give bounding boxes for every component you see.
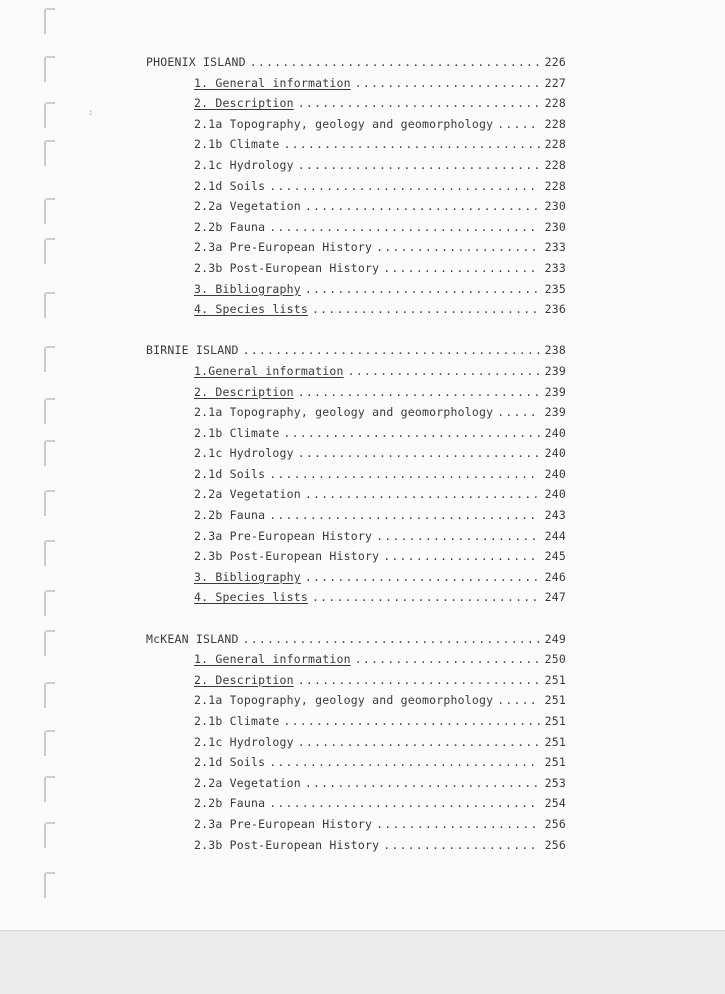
entry-label: 3. Bibliography [194, 281, 301, 296]
page-number: 247 [544, 590, 566, 605]
binder-hole-mark [44, 730, 55, 756]
binder-hole-mark [44, 540, 55, 566]
page-number: 244 [544, 528, 566, 543]
toc-entry [146, 752, 566, 773]
toc-entry [146, 73, 566, 94]
entry-label: 2.3b Post-European History [194, 549, 380, 564]
page-number: 233 [544, 260, 566, 275]
binder-hole-mark [44, 872, 55, 898]
page-number: 233 [544, 240, 566, 255]
dot-leader [305, 196, 540, 217]
binder-hole-mark [44, 682, 55, 708]
toc-entry [146, 814, 566, 835]
toc-entry [146, 567, 566, 588]
binder-hole-mark [44, 56, 55, 82]
toc-section-heading [146, 629, 566, 650]
binder-hole-mark [44, 630, 55, 656]
entry-label: 4. Species lists [194, 302, 308, 317]
entry-label: 2. Description [194, 672, 294, 687]
dot-leader [269, 752, 540, 773]
dot-leader [269, 217, 540, 238]
entry-label: 2.3a Pre-European History [194, 240, 373, 255]
section-title: McKEAN ISLAND [146, 631, 239, 646]
dot-leader [497, 402, 540, 423]
entry-label: 2.1d Soils [194, 466, 266, 481]
dot-leader [348, 361, 540, 382]
entry-label: 1. General information [194, 652, 351, 667]
dot-leader [250, 52, 540, 73]
entry-label: 2.1c Hydrology [194, 734, 294, 749]
toc-section-heading [146, 340, 566, 361]
binder-hole-mark [44, 398, 55, 424]
toc-entry [146, 793, 566, 814]
entry-label: 2.3a Pre-European History [194, 528, 373, 543]
page-number: 249 [544, 631, 566, 646]
toc-entry [146, 464, 566, 485]
entry-label: 2.3a Pre-European History [194, 816, 373, 831]
toc-entry [146, 258, 566, 279]
binder-hole-mark [44, 590, 55, 616]
dot-leader [283, 423, 540, 444]
page-number: 230 [544, 199, 566, 214]
binder-hole-mark [44, 776, 55, 802]
page-number: 228 [544, 96, 566, 111]
page-number: 251 [544, 755, 566, 770]
toc-entry [146, 134, 566, 155]
entry-label: 2.1d Soils [194, 755, 266, 770]
page-number: 228 [544, 137, 566, 152]
entry-label: 2.1a Topography, geology and geomorphology [194, 693, 494, 708]
table-of-contents [146, 52, 566, 855]
toc-entry [146, 93, 566, 114]
toc-entry [146, 279, 566, 300]
entry-label: 2.1a Topography, geology and geomorphology [194, 405, 494, 420]
binder-hole-mark [44, 8, 55, 34]
binder-hole-mark [44, 440, 55, 466]
dot-leader [305, 773, 540, 794]
dot-leader [497, 690, 540, 711]
page-number: 240 [544, 466, 566, 481]
toc-entry [146, 176, 566, 197]
toc-entry [146, 732, 566, 753]
entry-label: 2.1c Hydrology [194, 157, 294, 172]
section-spacer [146, 608, 566, 629]
scan-background [0, 930, 725, 994]
dot-leader [269, 505, 540, 526]
toc-entry [146, 690, 566, 711]
dot-leader [383, 546, 540, 567]
entry-label: 2.2b Fauna [194, 796, 266, 811]
entry-label: 2.2a Vegetation [194, 199, 301, 214]
page-number: 236 [544, 302, 566, 317]
toc-entry [146, 649, 566, 670]
dot-leader [243, 629, 540, 650]
dot-leader [376, 526, 540, 547]
dot-leader [298, 443, 540, 464]
entry-label: 2.1b Climate [194, 714, 280, 728]
toc-entry [146, 773, 566, 794]
dot-leader [298, 732, 540, 753]
page-number: 227 [544, 75, 566, 90]
binder-hole-mark [44, 292, 55, 318]
toc-entry [146, 196, 566, 217]
toc-entry [146, 670, 566, 691]
dot-leader [298, 155, 540, 176]
binder-hole-mark [44, 822, 55, 848]
page-number: 250 [544, 652, 566, 667]
page-number: 254 [544, 796, 566, 811]
toc-entry [146, 505, 566, 526]
dot-leader [376, 237, 540, 258]
toc-entry [146, 114, 566, 135]
dot-leader [305, 484, 540, 505]
page-number: 243 [544, 508, 566, 523]
dot-leader [355, 649, 540, 670]
toc-entry [146, 423, 566, 444]
entry-label: 2. Description [194, 384, 294, 399]
dot-leader [269, 176, 540, 197]
entry-label: 2. Description [194, 96, 294, 111]
toc-entry [146, 546, 566, 567]
dot-leader [269, 464, 540, 485]
page-number: 251 [544, 693, 566, 708]
binder-hole-mark [44, 346, 55, 372]
page-number: 240 [544, 446, 566, 461]
stray-mark: : [88, 108, 94, 118]
entry-label: 2.2b Fauna [194, 219, 266, 234]
dot-leader [298, 670, 540, 691]
page-number: 230 [544, 219, 566, 234]
binder-hole-mark [44, 102, 55, 128]
page-number: 251 [544, 672, 566, 687]
page-number: 228 [544, 116, 566, 131]
page-number: 239 [544, 384, 566, 399]
page-number: 256 [544, 837, 566, 852]
binder-hole-mark [44, 140, 55, 166]
toc-entry [146, 299, 566, 320]
page-number: 226 [544, 55, 566, 69]
dot-leader [305, 279, 540, 300]
toc-section-heading [146, 52, 566, 73]
toc-entry [146, 484, 566, 505]
page-number: 228 [544, 157, 566, 172]
dot-leader [497, 114, 540, 135]
toc-entry [146, 835, 566, 856]
page-number: 245 [544, 549, 566, 564]
binder-hole-mark [44, 238, 55, 264]
dot-leader [376, 814, 540, 835]
toc-entry [146, 402, 566, 423]
entry-label: 1.General information [194, 363, 344, 378]
toc-entry [146, 526, 566, 547]
page-number: 239 [544, 405, 566, 420]
dot-leader [283, 711, 540, 732]
toc-entry [146, 237, 566, 258]
entry-label: 2.2a Vegetation [194, 487, 301, 502]
dot-leader [383, 258, 540, 279]
toc-entry [146, 155, 566, 176]
entry-label: 2.1d Soils [194, 178, 266, 193]
toc-entry [146, 711, 566, 732]
binder-hole-mark [44, 198, 55, 224]
entry-label: 2.1b Climate [194, 425, 280, 440]
page-number: 251 [544, 734, 566, 749]
toc-entry [146, 443, 566, 464]
binder-hole-marks [44, 0, 60, 930]
dot-leader [312, 299, 540, 320]
dot-leader [298, 93, 540, 114]
section-spacer [146, 320, 566, 341]
entry-label: 1. General information [194, 75, 351, 90]
page-number: 240 [544, 487, 566, 502]
page-number: 235 [544, 281, 566, 296]
dot-leader [269, 793, 540, 814]
page-number: 253 [544, 775, 566, 790]
toc-entry [146, 382, 566, 403]
binder-hole-mark [44, 490, 55, 516]
section-title: PHOENIX ISLAND [146, 55, 246, 69]
page-number: 240 [544, 425, 566, 440]
toc-entry [146, 587, 566, 608]
entry-label: 2.1b Climate [194, 137, 280, 152]
toc-entry [146, 217, 566, 238]
entry-label: 3. Bibliography [194, 569, 301, 584]
entry-label: 2.1a Topography, geology and geomorphology [194, 116, 494, 131]
dot-leader [298, 382, 540, 403]
page-number: 256 [544, 816, 566, 831]
dot-leader [243, 340, 540, 361]
dot-leader [355, 73, 540, 94]
page-number: 251 [544, 714, 566, 728]
section-title: BIRNIE ISLAND [146, 343, 239, 358]
entry-label: 2.1c Hydrology [194, 446, 294, 461]
entry-label: 2.2b Fauna [194, 508, 266, 523]
dot-leader [312, 587, 540, 608]
dot-leader [305, 567, 540, 588]
page-number: 239 [544, 363, 566, 378]
entry-label: 4. Species lists [194, 590, 308, 605]
toc-entry [146, 361, 566, 382]
dot-leader [283, 134, 540, 155]
page-number: 228 [544, 178, 566, 193]
dot-leader [383, 835, 540, 856]
page-number: 238 [544, 343, 566, 358]
page-number: 246 [544, 569, 566, 584]
entry-label: 2.3b Post-European History [194, 260, 380, 275]
entry-label: 2.2a Vegetation [194, 775, 301, 790]
entry-label: 2.3b Post-European History [194, 837, 380, 852]
